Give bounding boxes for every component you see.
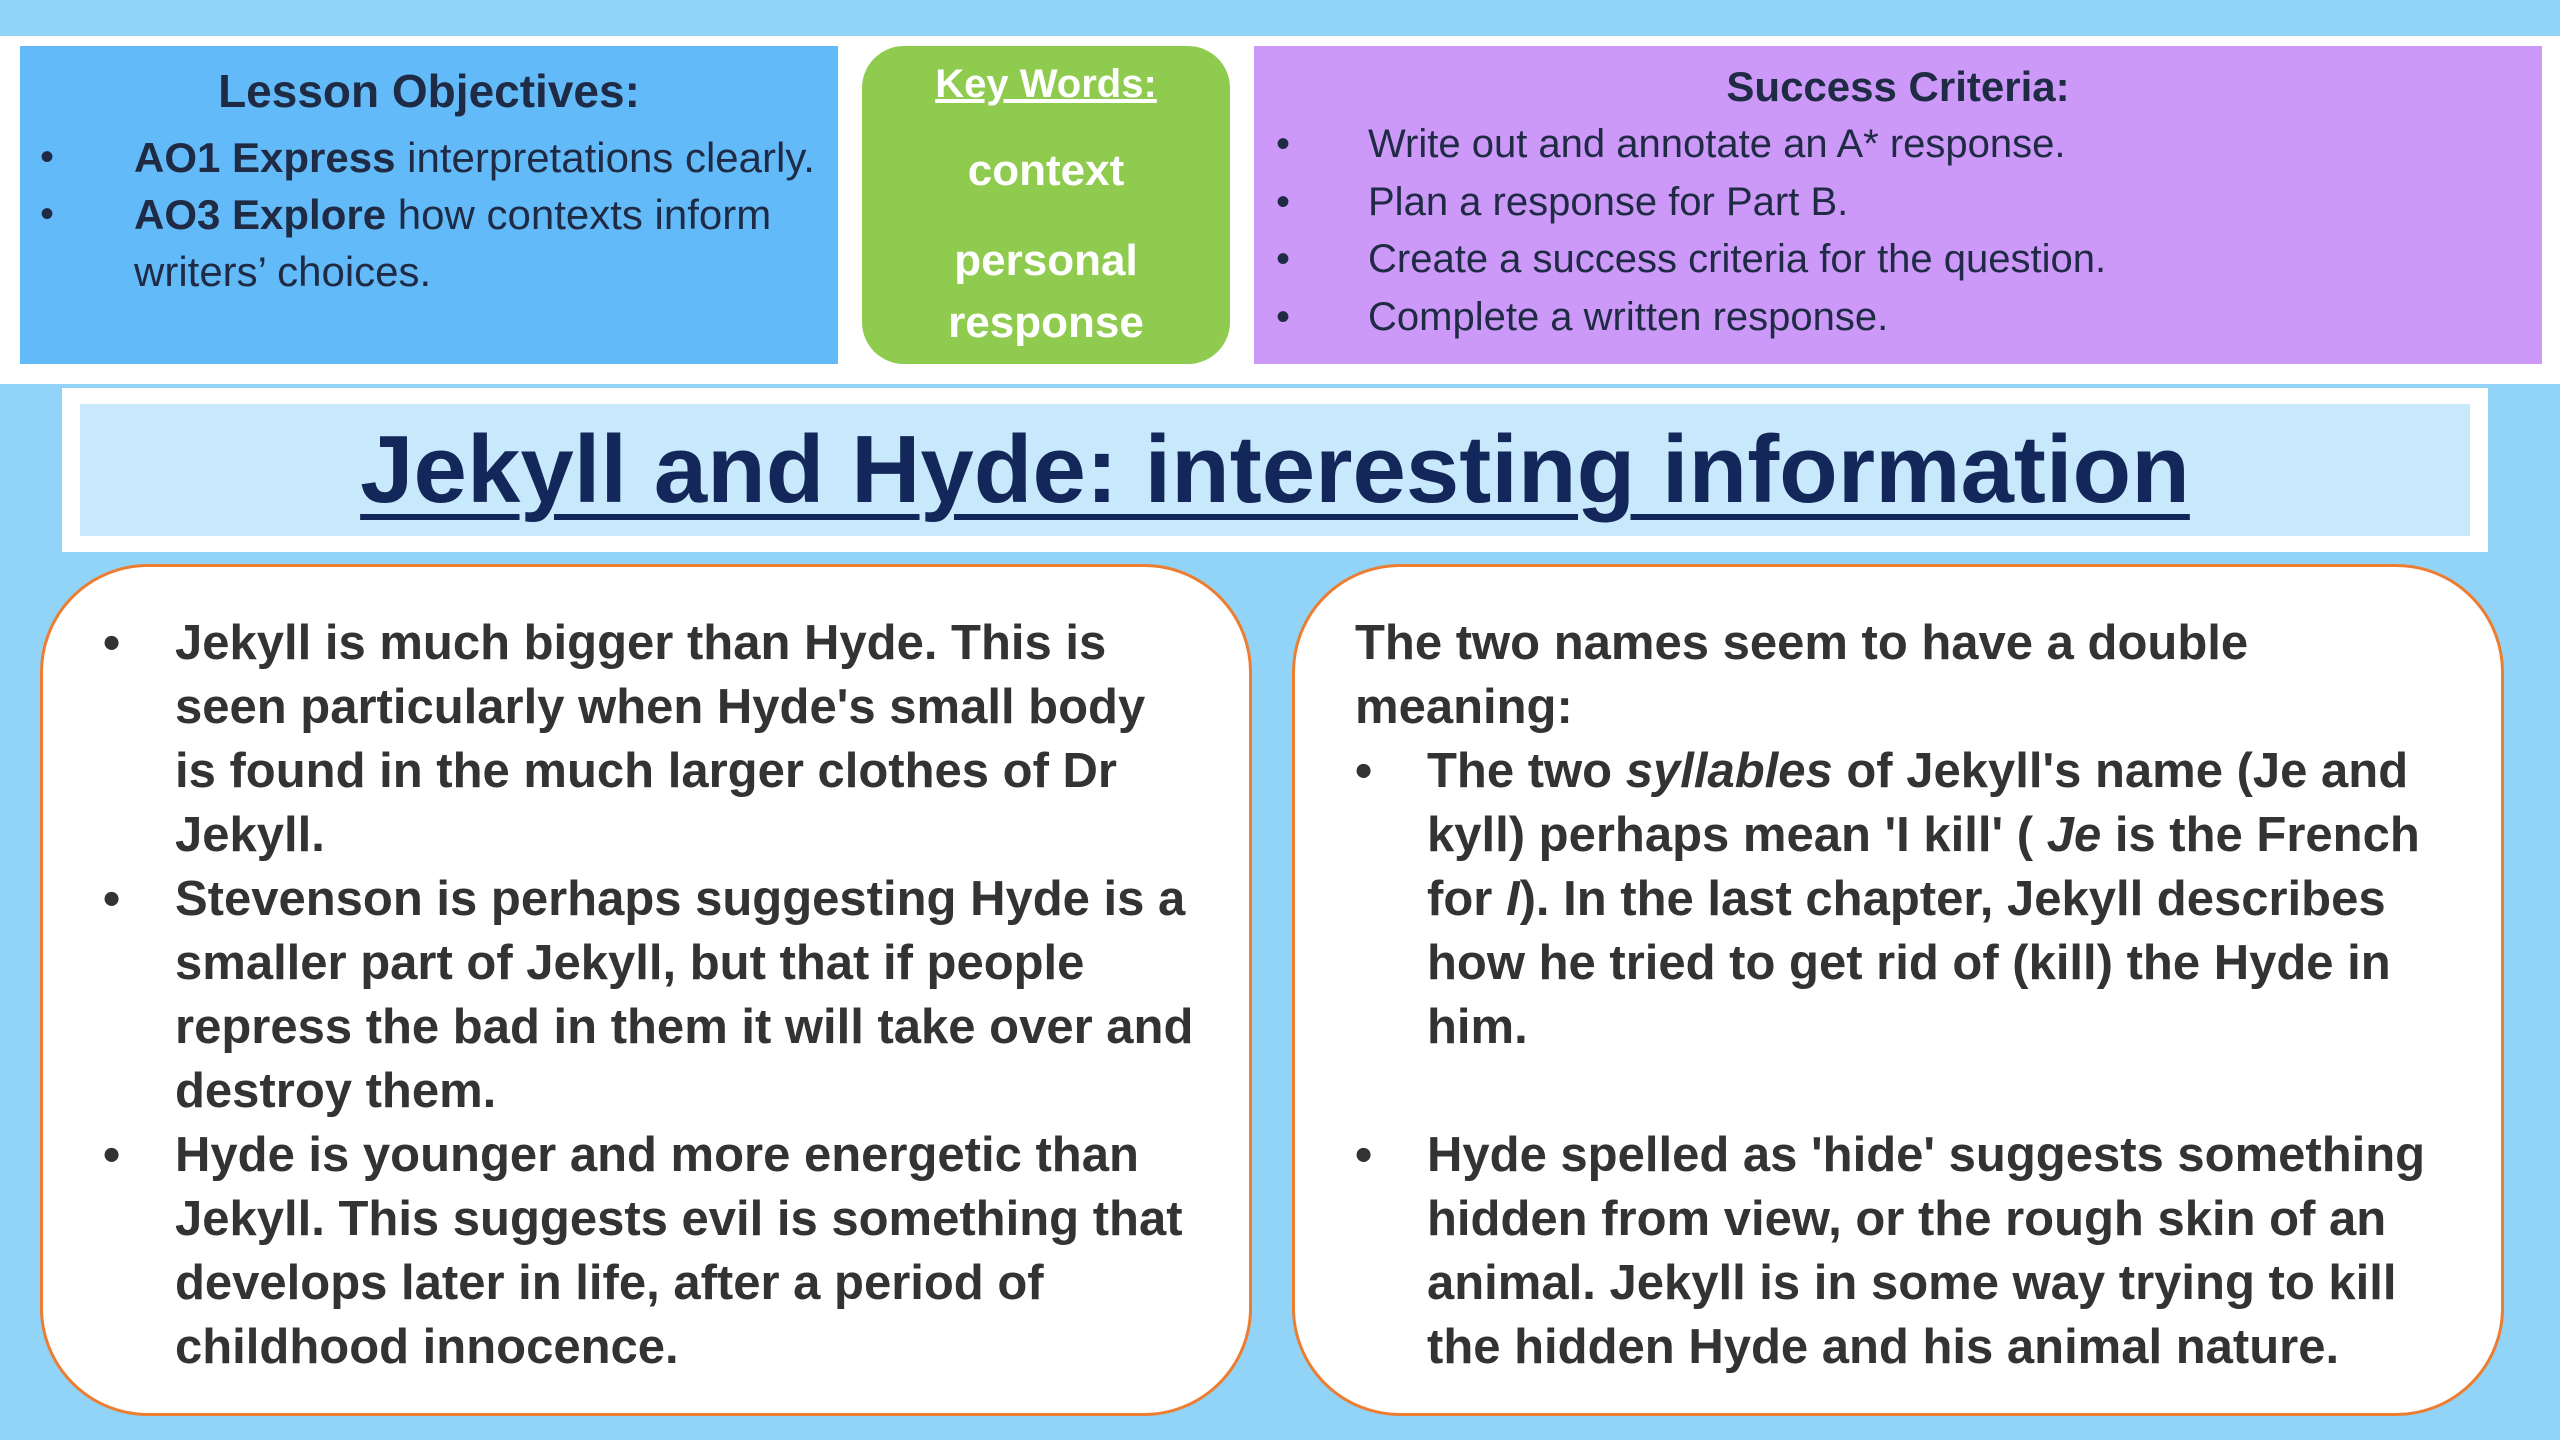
bullet-icon: •	[1276, 294, 1291, 339]
right-info-box	[1292, 564, 2504, 1416]
criteria-item	[1254, 174, 2542, 232]
criteria-title: Success Criteria:	[1726, 63, 2070, 110]
objective-code: AO3 Explore	[134, 191, 387, 239]
lesson-objectives-panel	[20, 46, 838, 364]
key-words-panel	[862, 46, 1230, 364]
criteria-text: Create a success criteria for the question.	[1368, 237, 2107, 282]
info-item	[103, 611, 1199, 867]
criteria-text: Complete a written response.	[1368, 294, 1889, 339]
criteria-item	[1254, 289, 2542, 347]
bullet-icon: •	[103, 872, 121, 926]
info-text: Hyde is younger and more energetic than Jekyll. This suggests evil is something that develops later in life, after a period of childhood innocence.	[175, 1128, 1183, 1374]
info-item	[103, 867, 1199, 1123]
key-word: context	[967, 146, 1125, 195]
left-info-box	[40, 564, 1252, 1416]
left-info-list	[103, 611, 1199, 1379]
info-text: The two syllables of Jekyll's name (Je and kyll) perhaps mean 'I kill' ( Je is the French for I). In the last chapter, Jekyll describes how he tried to get rid of (kill) the Hyde in him.	[1427, 744, 2420, 1054]
objectives-title: Lesson Objectives:	[218, 65, 640, 117]
bullet-icon: •	[1276, 122, 1291, 167]
bullet-icon: •	[103, 616, 121, 670]
objective-item	[20, 186, 838, 300]
info-item	[1355, 739, 2461, 1059]
objective-text: how contexts inform writers’ choices.	[134, 191, 772, 296]
page-title: Jekyll and Hyde: interesting information	[360, 416, 2190, 523]
bullet-icon: •	[40, 192, 55, 237]
info-text: Stevenson is perhaps suggesting Hyde is a smaller part of Jekyll, but that if people repress the bad in them it will take over and destroy them.	[175, 872, 1194, 1118]
info-text: Hyde spelled as 'hide' suggests something hidden from view, or the rough skin of an animal. Jekyll is in some way trying to kill the hidden Hyde and his animal nature.	[1427, 1128, 2426, 1374]
key-word: personal response	[948, 236, 1144, 347]
objective-code: AO1 Express	[134, 134, 396, 182]
info-item	[103, 1123, 1199, 1379]
key-words-title: Key Words:	[935, 62, 1157, 106]
objective-item	[20, 129, 838, 186]
bullet-icon: •	[40, 135, 55, 180]
title-banner	[80, 404, 2470, 536]
criteria-item	[1254, 231, 2542, 289]
names-intro: The two names seem to have a double meaning:	[1355, 616, 2249, 734]
bullet-icon: •	[1355, 1128, 1373, 1182]
criteria-text: Write out and annotate an A* response.	[1368, 122, 2066, 167]
right-info-list	[1355, 739, 2461, 1379]
criteria-list	[1254, 116, 2542, 346]
info-item	[1355, 1123, 2461, 1379]
objectives-list	[20, 129, 838, 300]
objective-text: interpretations clearly.	[395, 134, 815, 182]
criteria-item	[1254, 116, 2542, 174]
info-text: Jekyll is much bigger than Hyde. This is seen particularly when Hyde's small body is found in the much larger clothes of Dr Jekyll.	[175, 616, 1146, 862]
bullet-icon: •	[1276, 237, 1291, 282]
bullet-icon: •	[1355, 744, 1373, 798]
bullet-icon: •	[103, 1128, 121, 1182]
criteria-text: Plan a response for Part B.	[1368, 179, 1849, 224]
bullet-icon: •	[1276, 179, 1291, 224]
success-criteria-panel	[1254, 46, 2542, 364]
